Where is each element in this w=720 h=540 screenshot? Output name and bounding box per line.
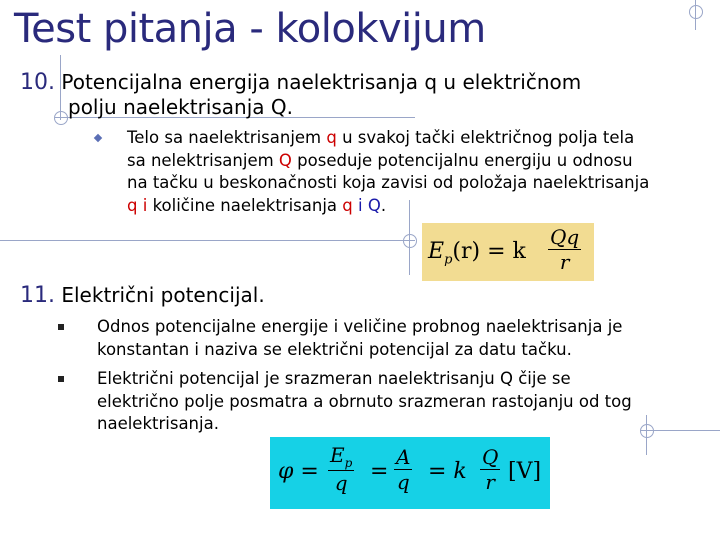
question-11 — [20, 283, 265, 308]
diamond-bullet-icon — [94, 134, 102, 142]
question-number: 11. — [20, 283, 55, 308]
square-bullet-icon — [58, 376, 64, 382]
decor-line — [0, 240, 415, 241]
q11-bullet-1: Odnos potencijalne energije i veličine probnog naelektrisanja je konstantan i naziva se električni potencijal za datu tačku. — [97, 317, 623, 359]
decor-circle — [403, 234, 417, 248]
decor-circle — [689, 5, 703, 19]
question-10 — [20, 70, 581, 95]
page-title: Test pitanja - kolokvijum — [14, 6, 486, 52]
decor-circle — [54, 111, 68, 125]
q11-bullet-2: Električni potencijal je srazmeran naelektrisanju Q čije se električno polje posmatra a obrnuto srazmeran rastojanju od tog naelektrisanja. — [97, 369, 632, 433]
electric-potential-formula: φ = $\frac{E_p}{q}$ = $\frac{A}{q}$ = k $\frac{Q}{r}$ [V] — [270, 437, 550, 509]
square-bullet-icon — [58, 324, 64, 330]
question-number: 10. — [20, 70, 55, 95]
question-10-line2: polju naelektrisanja Q. — [68, 95, 293, 119]
q10-explanation: Telo sa naelektrisanjem q u svakoj tački električnog polja tela sa nelektrisanjem Q poseduje potencijalnu energiju u odnosu na tačku u beskonačnosti koja zavisi od položaja naelektrisanja q i količine naelektrisanja q i Q. — [127, 128, 650, 215]
question-text-line1: Potencijalna energija naelektrisanja q u električnom — [61, 70, 582, 94]
potential-energy-formula: $E_p(r) = k$ $\frac{Qq}{r}$ — [422, 223, 594, 281]
question-heading: Električni potencijal. — [61, 283, 265, 307]
